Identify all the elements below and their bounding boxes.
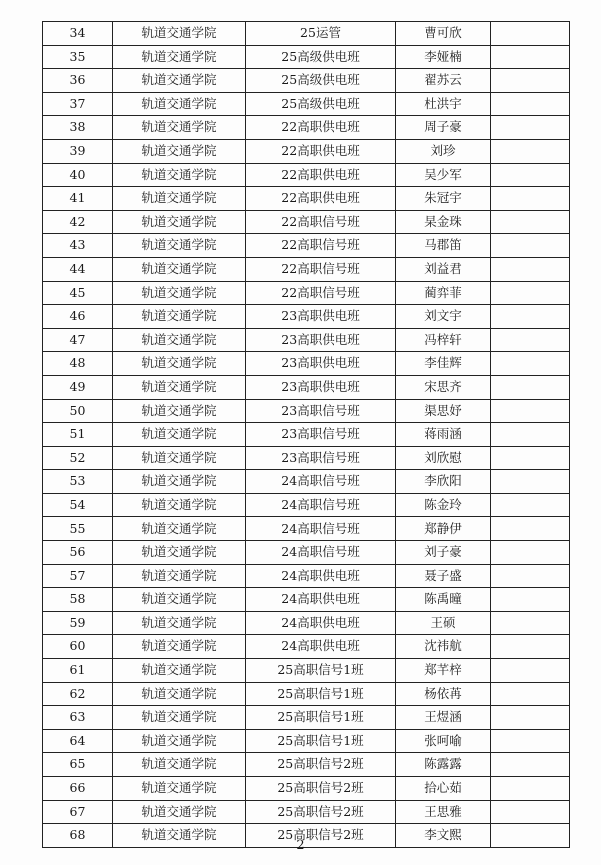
remarks-cell — [491, 729, 570, 753]
student-name-cell: 拾心茹 — [396, 777, 491, 801]
student-name-cell: 聂子盛 — [396, 564, 491, 588]
table-row — [43, 328, 570, 352]
class-cell: 24高职信号班 — [246, 541, 396, 565]
table-row — [43, 69, 570, 93]
remarks-cell — [491, 611, 570, 635]
student-name-cell: 刘文宇 — [396, 305, 491, 329]
row-number-cell: 66 — [43, 777, 113, 801]
remarks-cell — [491, 305, 570, 329]
row-number-cell: 40 — [43, 163, 113, 187]
remarks-cell — [491, 22, 570, 46]
remarks-cell — [491, 69, 570, 93]
table-row — [43, 116, 570, 140]
class-cell: 24高职供电班 — [246, 564, 396, 588]
table-row — [43, 611, 570, 635]
row-number-cell: 55 — [43, 517, 113, 541]
table-row — [43, 659, 570, 683]
student-name-cell: 沈祎航 — [396, 635, 491, 659]
class-cell: 24高职供电班 — [246, 588, 396, 612]
class-cell: 23高职信号班 — [246, 446, 396, 470]
row-number-cell: 51 — [43, 423, 113, 447]
row-number-cell: 44 — [43, 257, 113, 281]
remarks-cell — [491, 517, 570, 541]
table-row — [43, 22, 570, 46]
row-number-cell: 58 — [43, 588, 113, 612]
class-cell: 22高职供电班 — [246, 163, 396, 187]
table-row — [43, 564, 570, 588]
table-row — [43, 423, 570, 447]
class-cell: 22高职信号班 — [246, 281, 396, 305]
row-number-cell: 62 — [43, 682, 113, 706]
class-cell: 25高职信号2班 — [246, 800, 396, 824]
table-row — [43, 470, 570, 494]
college-cell: 轨道交通学院 — [113, 281, 246, 305]
college-cell: 轨道交通学院 — [113, 635, 246, 659]
table-row — [43, 541, 570, 565]
remarks-cell — [491, 423, 570, 447]
student-name-cell: 刘欣慰 — [396, 446, 491, 470]
remarks-cell — [491, 45, 570, 69]
row-number-cell: 46 — [43, 305, 113, 329]
row-number-cell: 52 — [43, 446, 113, 470]
row-number-cell: 61 — [43, 659, 113, 683]
class-cell: 22高职信号班 — [246, 257, 396, 281]
class-cell: 24高职信号班 — [246, 493, 396, 517]
class-cell: 25高职信号2班 — [246, 777, 396, 801]
student-name-cell: 陈露露 — [396, 753, 491, 777]
student-name-cell: 蔺弈菲 — [396, 281, 491, 305]
row-number-cell: 63 — [43, 706, 113, 730]
remarks-cell — [491, 234, 570, 258]
college-cell: 轨道交通学院 — [113, 706, 246, 730]
row-number-cell: 37 — [43, 92, 113, 116]
student-name-cell: 李娅楠 — [396, 45, 491, 69]
remarks-cell — [491, 187, 570, 211]
student-name-cell: 渠思妤 — [396, 399, 491, 423]
row-number-cell: 48 — [43, 352, 113, 376]
row-number-cell: 42 — [43, 210, 113, 234]
row-number-cell: 57 — [43, 564, 113, 588]
student-name-cell: 陈禹曈 — [396, 588, 491, 612]
table-row — [43, 777, 570, 801]
college-cell: 轨道交通学院 — [113, 493, 246, 517]
class-cell: 22高职供电班 — [246, 187, 396, 211]
student-name-cell: 朱冠宇 — [396, 187, 491, 211]
class-cell: 22高职供电班 — [246, 139, 396, 163]
row-number-cell: 68 — [43, 824, 113, 848]
college-cell: 轨道交通学院 — [113, 729, 246, 753]
class-cell: 23高职供电班 — [246, 375, 396, 399]
college-cell: 轨道交通学院 — [113, 753, 246, 777]
remarks-cell — [491, 139, 570, 163]
student-name-cell: 马郡笛 — [396, 234, 491, 258]
table-row — [43, 139, 570, 163]
college-cell: 轨道交通学院 — [113, 139, 246, 163]
row-number-cell: 36 — [43, 69, 113, 93]
class-cell: 25运管 — [246, 22, 396, 46]
remarks-cell — [491, 777, 570, 801]
college-cell: 轨道交通学院 — [113, 824, 246, 848]
college-cell: 轨道交通学院 — [113, 446, 246, 470]
student-name-cell: 翟苏云 — [396, 69, 491, 93]
table-row — [43, 257, 570, 281]
class-cell: 23高职信号班 — [246, 423, 396, 447]
student-name-cell: 张呵喻 — [396, 729, 491, 753]
remarks-cell — [491, 470, 570, 494]
college-cell: 轨道交通学院 — [113, 257, 246, 281]
row-number-cell: 65 — [43, 753, 113, 777]
row-number-cell: 49 — [43, 375, 113, 399]
college-cell: 轨道交通学院 — [113, 423, 246, 447]
class-cell: 25高职信号2班 — [246, 753, 396, 777]
class-cell: 25高级供电班 — [246, 92, 396, 116]
table-row — [43, 281, 570, 305]
student-name-cell: 吴少军 — [396, 163, 491, 187]
student-name-cell: 王硕 — [396, 611, 491, 635]
row-number-cell: 64 — [43, 729, 113, 753]
remarks-cell — [491, 706, 570, 730]
student-name-cell: 王思雅 — [396, 800, 491, 824]
class-cell: 25高级供电班 — [246, 69, 396, 93]
table-row — [43, 375, 570, 399]
student-roster-table — [42, 21, 570, 848]
table-row — [43, 305, 570, 329]
college-cell: 轨道交通学院 — [113, 541, 246, 565]
table-row — [43, 635, 570, 659]
row-number-cell: 34 — [43, 22, 113, 46]
student-name-cell: 李欣阳 — [396, 470, 491, 494]
student-name-cell: 王煜涵 — [396, 706, 491, 730]
remarks-cell — [491, 541, 570, 565]
student-name-cell: 李佳辉 — [396, 352, 491, 376]
class-cell: 24高职信号班 — [246, 517, 396, 541]
class-cell: 23高职信号班 — [246, 399, 396, 423]
student-name-cell: 陈金玲 — [396, 493, 491, 517]
table-row — [43, 517, 570, 541]
college-cell: 轨道交通学院 — [113, 69, 246, 93]
remarks-cell — [491, 375, 570, 399]
remarks-cell — [491, 281, 570, 305]
row-number-cell: 35 — [43, 45, 113, 69]
class-cell: 24高职供电班 — [246, 635, 396, 659]
table-row — [43, 187, 570, 211]
remarks-cell — [491, 446, 570, 470]
college-cell: 轨道交通学院 — [113, 187, 246, 211]
table-row — [43, 234, 570, 258]
table-row — [43, 399, 570, 423]
class-cell: 25高职信号1班 — [246, 706, 396, 730]
row-number-cell: 38 — [43, 116, 113, 140]
class-cell: 25高职信号1班 — [246, 659, 396, 683]
college-cell: 轨道交通学院 — [113, 352, 246, 376]
remarks-cell — [491, 753, 570, 777]
student-name-cell: 刘珍 — [396, 139, 491, 163]
college-cell: 轨道交通学院 — [113, 375, 246, 399]
row-number-cell: 41 — [43, 187, 113, 211]
table-row — [43, 92, 570, 116]
row-number-cell: 54 — [43, 493, 113, 517]
student-name-cell: 杨依苒 — [396, 682, 491, 706]
class-cell: 24高职供电班 — [246, 611, 396, 635]
remarks-cell — [491, 800, 570, 824]
remarks-cell — [491, 399, 570, 423]
remarks-cell — [491, 352, 570, 376]
class-cell: 25高职信号2班 — [246, 824, 396, 848]
college-cell: 轨道交通学院 — [113, 682, 246, 706]
table-row — [43, 352, 570, 376]
remarks-cell — [491, 659, 570, 683]
college-cell: 轨道交通学院 — [113, 163, 246, 187]
remarks-cell — [491, 328, 570, 352]
college-cell: 轨道交通学院 — [113, 92, 246, 116]
student-name-cell: 郑芊梓 — [396, 659, 491, 683]
college-cell: 轨道交通学院 — [113, 116, 246, 140]
college-cell: 轨道交通学院 — [113, 328, 246, 352]
college-cell: 轨道交通学院 — [113, 470, 246, 494]
student-name-cell: 冯梓轩 — [396, 328, 491, 352]
college-cell: 轨道交通学院 — [113, 588, 246, 612]
table-row — [43, 163, 570, 187]
remarks-cell — [491, 163, 570, 187]
roster-table-body — [43, 22, 570, 848]
class-cell: 23高职供电班 — [246, 352, 396, 376]
remarks-cell — [491, 493, 570, 517]
college-cell: 轨道交通学院 — [113, 399, 246, 423]
class-cell: 25高级供电班 — [246, 45, 396, 69]
table-row — [43, 210, 570, 234]
table-row — [43, 446, 570, 470]
class-cell: 22高职信号班 — [246, 210, 396, 234]
remarks-cell — [491, 116, 570, 140]
college-cell: 轨道交通学院 — [113, 659, 246, 683]
student-name-cell: 蒋雨涵 — [396, 423, 491, 447]
row-number-cell: 39 — [43, 139, 113, 163]
college-cell: 轨道交通学院 — [113, 800, 246, 824]
page-number: 2 — [296, 838, 305, 853]
class-cell: 23高职供电班 — [246, 305, 396, 329]
remarks-cell — [491, 210, 570, 234]
row-number-cell: 67 — [43, 800, 113, 824]
row-number-cell: 53 — [43, 470, 113, 494]
student-name-cell: 曹可欣 — [396, 22, 491, 46]
table-row — [43, 493, 570, 517]
college-cell: 轨道交通学院 — [113, 305, 246, 329]
row-number-cell: 47 — [43, 328, 113, 352]
college-cell: 轨道交通学院 — [113, 777, 246, 801]
class-cell: 23高职供电班 — [246, 328, 396, 352]
class-cell: 25高职信号1班 — [246, 682, 396, 706]
class-cell: 22高职信号班 — [246, 234, 396, 258]
class-cell: 25高职信号1班 — [246, 729, 396, 753]
class-cell: 22高职供电班 — [246, 116, 396, 140]
remarks-cell — [491, 635, 570, 659]
table-row — [43, 682, 570, 706]
table-row — [43, 588, 570, 612]
student-name-cell: 郑静伊 — [396, 517, 491, 541]
table-row — [43, 753, 570, 777]
college-cell: 轨道交通学院 — [113, 517, 246, 541]
student-name-cell: 杜洪宇 — [396, 92, 491, 116]
college-cell: 轨道交通学院 — [113, 45, 246, 69]
student-name-cell: 刘益君 — [396, 257, 491, 281]
table-row — [43, 729, 570, 753]
row-number-cell: 50 — [43, 399, 113, 423]
student-name-cell: 杲金珠 — [396, 210, 491, 234]
remarks-cell — [491, 92, 570, 116]
table-row — [43, 45, 570, 69]
row-number-cell: 60 — [43, 635, 113, 659]
remarks-cell — [491, 257, 570, 281]
student-name-cell: 刘子豪 — [396, 541, 491, 565]
student-name-cell: 周子豪 — [396, 116, 491, 140]
remarks-cell — [491, 588, 570, 612]
row-number-cell: 43 — [43, 234, 113, 258]
row-number-cell: 45 — [43, 281, 113, 305]
college-cell: 轨道交通学院 — [113, 210, 246, 234]
row-number-cell: 59 — [43, 611, 113, 635]
remarks-cell — [491, 682, 570, 706]
row-number-cell: 56 — [43, 541, 113, 565]
college-cell: 轨道交通学院 — [113, 564, 246, 588]
class-cell: 24高职信号班 — [246, 470, 396, 494]
student-name-cell: 李文熙 — [396, 824, 491, 848]
remarks-cell — [491, 564, 570, 588]
table-row — [43, 800, 570, 824]
college-cell: 轨道交通学院 — [113, 22, 246, 46]
college-cell: 轨道交通学院 — [113, 234, 246, 258]
college-cell: 轨道交通学院 — [113, 611, 246, 635]
table-row — [43, 706, 570, 730]
student-name-cell: 宋思齐 — [396, 375, 491, 399]
